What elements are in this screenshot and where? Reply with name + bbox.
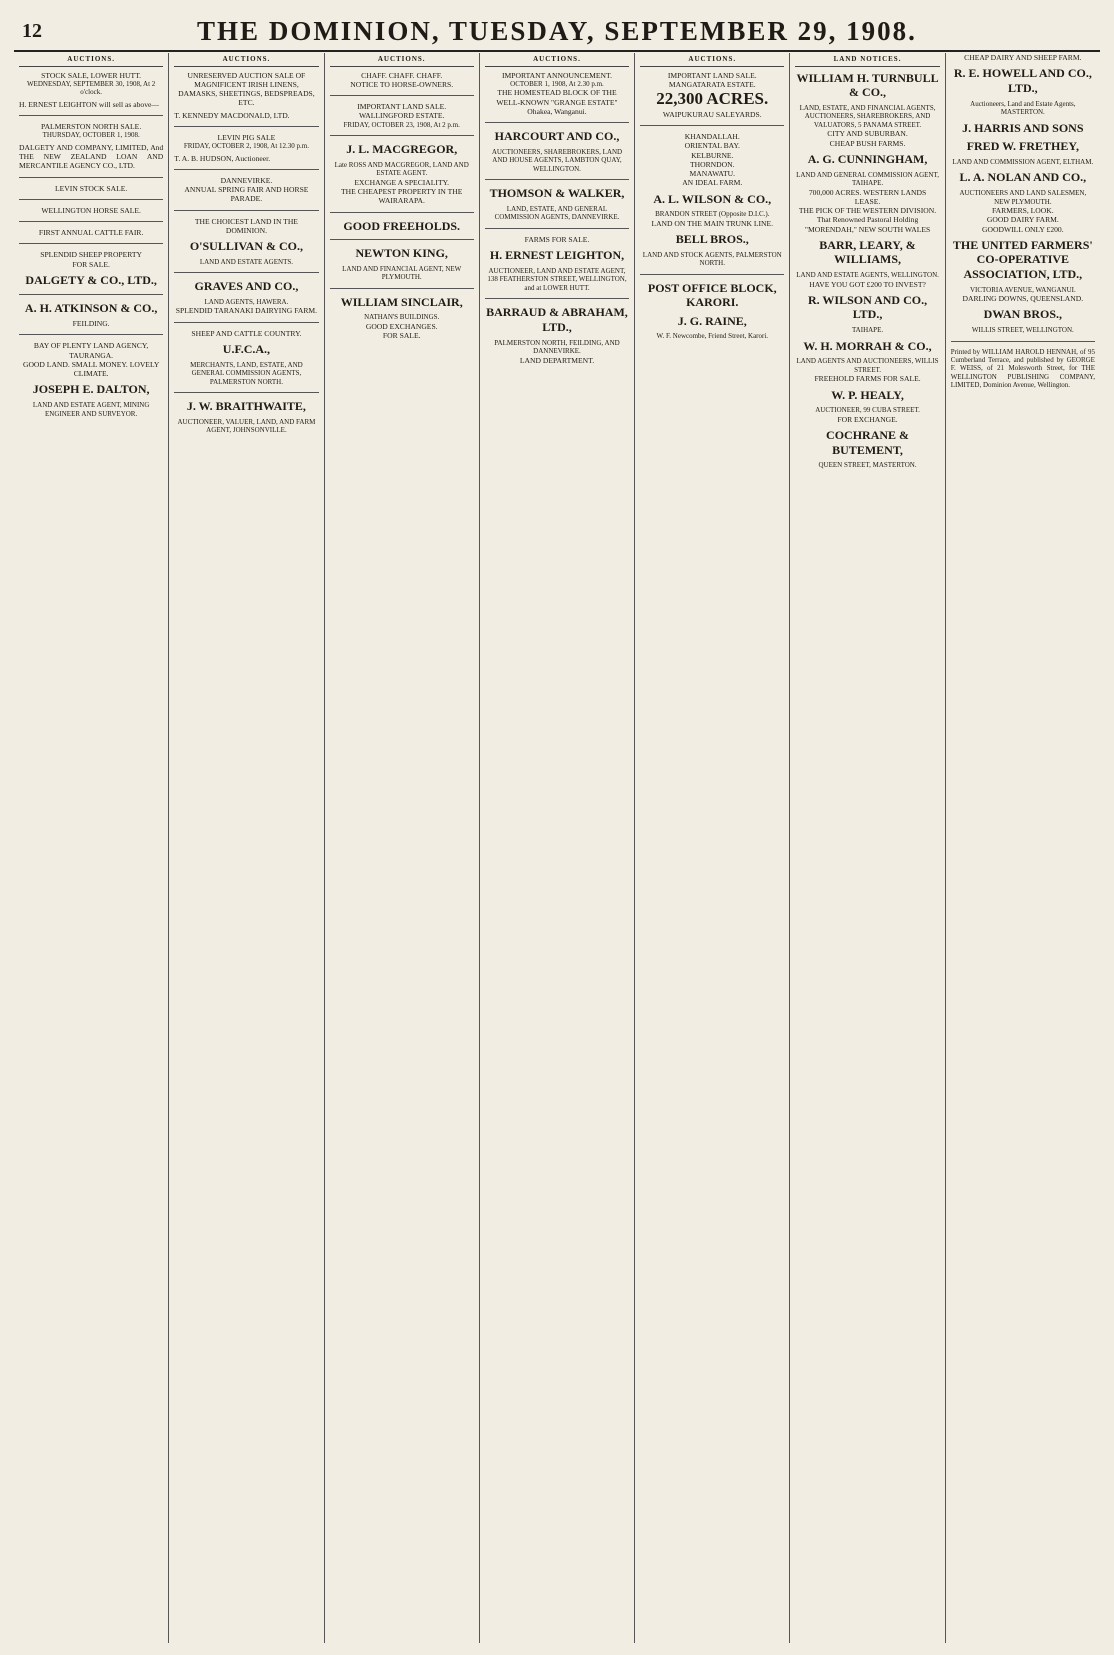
bell-subtitle: LAND AND STOCK AGENTS, PALMERSTON NORTH. bbox=[642, 250, 782, 268]
osullivan-subtitle: LAND AND ESTATE AGENTS. bbox=[199, 257, 293, 266]
wilson-name: A. L. WILSON & CO., bbox=[653, 191, 772, 206]
manawatu-heading: MANAWATU. bbox=[689, 169, 736, 179]
city-heading: CITY AND SUBURBAN. bbox=[827, 129, 908, 139]
important-land-heading: IMPORTANT LAND SALE. bbox=[357, 102, 447, 112]
dalton-name: JOSEPH E. DALTON, bbox=[32, 382, 150, 397]
printer-imprint: Printed by WILLIAM HAROLD HENNAH, of 95 Cumberland Terrace, and published by GEORGE F. WEISS, of 21 Molesworth Street, for THE WELLINGTON PUBLISHING COMPANY, LIMITED, Dominion Avenue, Wellington. bbox=[950, 347, 1095, 390]
good-land-line: GOOD LAND. SMALL MONEY. LOVELY CLIMATE. bbox=[22, 359, 160, 379]
ufca-subtitle: MERCHANTS, LAND, ESTATE, AND GENERAL COMMISSION AGENTS, PALMERSTON NORTH. bbox=[190, 360, 303, 386]
masthead bbox=[14, 14, 1100, 52]
ideal-farm-heading: AN IDEAL FARM. bbox=[682, 178, 743, 188]
unreserved-heading: UNRESERVED AUCTION SALE OF MAGNIFICENT IRISH LINENS, DAMASKS, SHEETINGS, BEDSPREADS, ETC. bbox=[178, 70, 315, 108]
harcourt-subtitle: AUCTIONEERS, SHAREBROKERS, LAND AND HOUSE AGENTS, LAMBTON QUAY, WELLINGTON. bbox=[491, 147, 623, 173]
important-land-heading: IMPORTANT LAND SALE. bbox=[667, 70, 757, 80]
pick-heading: THE PICK OF THE WESTERN DIVISION. bbox=[798, 206, 937, 216]
column-heading: AUCTIONS. bbox=[640, 53, 784, 67]
united-farmers-name: THE UNITED FARMERS' CO-OPERATIVE ASSOCIATION, LTD., bbox=[952, 237, 1093, 282]
raine-name: J. G. RAINE, bbox=[677, 313, 747, 328]
post-office-heading: POST OFFICE BLOCK, KARORI. bbox=[647, 280, 777, 310]
good-dairy-heading: GOOD DAIRY FARM. bbox=[986, 215, 1059, 225]
column-2 bbox=[169, 53, 324, 1643]
exchange-heading: EXCHANGE A SPECIALITY. bbox=[354, 177, 449, 187]
sinclair-subtitle: NATHAN'S BUILDINGS. bbox=[364, 313, 440, 322]
healy-name: W. P. HEALY, bbox=[831, 387, 904, 402]
palmerston-heading: PALMERSTON NORTH SALE. bbox=[41, 122, 142, 132]
invest-heading: HAVE YOU GOT £200 TO INVEST? bbox=[809, 279, 926, 289]
barraud-name: BARRAUD & ABRAHAM, LTD., bbox=[486, 305, 628, 335]
column-heading: AUCTIONS. bbox=[19, 53, 163, 67]
mangatarata-heading: MANGATARATA ESTATE. bbox=[668, 79, 756, 89]
cheap-dairy-heading: CHEAP DAIRY AND SHEEP FARM. bbox=[964, 53, 1082, 62]
united-farmers-subtitle: VICTORIA AVENUE, WANGANUI. bbox=[969, 285, 1076, 294]
plenty-heading: BAY OF PLENTY LAND AGENCY, TAURANGA. bbox=[33, 341, 149, 360]
dannevirke-heading: DANNEVIRKE. bbox=[220, 175, 273, 185]
good-exchanges-heading: GOOD EXCHANGES. bbox=[365, 321, 438, 331]
homestead-heading: THE HOMESTEAD BLOCK OF THE WELL-KNOWN "GRANGE ESTATE" Ohakea, Wanganui. bbox=[496, 88, 618, 116]
farmers-look-heading: FARMERS, LOOK. bbox=[991, 206, 1054, 216]
leighton-notice: H. ERNEST LEIGHTON will sell as above— bbox=[19, 99, 159, 109]
stock-sale-date: WEDNESDAY, SEPTEMBER 30, 1908, At 2 o'clock. bbox=[26, 79, 156, 97]
macgregor-subtitle: Late ROSS AND MACGREGOR, LAND AND ESTATE AGENT. bbox=[334, 160, 469, 178]
graves-subtitle: LAND AGENTS, HAWERA. bbox=[204, 297, 289, 306]
land-department-heading: LAND DEPARTMENT. bbox=[519, 355, 595, 365]
palmerston-date: THURSDAY, OCTOBER 1, 1908. bbox=[42, 131, 140, 140]
wallingford-date: FRIDAY, OCTOBER 23, 1908, At 2 p.m. bbox=[343, 120, 460, 129]
columns bbox=[14, 53, 1100, 1643]
osullivan-name: O'SULLIVAN & CO., bbox=[189, 239, 303, 254]
barr-name: BARR, LEARY, & WILLIAMS, bbox=[819, 237, 916, 267]
waipukurau-heading: WAIPUKURAU SALEYARDS. bbox=[662, 109, 762, 119]
good-freeholds-heading: GOOD FREEHOLDS. bbox=[343, 218, 461, 233]
levin-pig-heading: LEVIN PIG SALE bbox=[217, 132, 276, 142]
cochrane-name: COCHRANE & BUTEMENT, bbox=[826, 427, 910, 457]
newton-name: NEWTON KING, bbox=[355, 246, 448, 261]
goodwill-heading: GOODWILL ONLY £200. bbox=[982, 224, 1064, 234]
trunk-line-heading: LAND ON THE MAIN TRUNK LINE. bbox=[651, 218, 774, 228]
dalgety-co-name: DALGETY & CO., LTD., bbox=[25, 272, 157, 287]
harris-name: J. HARRIS AND SONS bbox=[962, 120, 1084, 135]
leighton2-name: H. ERNEST LEIGHTON, bbox=[489, 248, 625, 263]
page-number: 12 bbox=[22, 20, 42, 42]
dalgety-notice: DALGETY AND COMPANY, LIMITED, And THE NEW ZEALAND LOAN AND MERCANTILE AGENCY CO., LTD. bbox=[19, 142, 164, 171]
healy-subtitle: AUCTIONEER, 99 CUBA STREET. bbox=[815, 406, 920, 415]
announcement-heading: IMPORTANT ANNOUNCEMENT. bbox=[501, 70, 612, 80]
cheap-bush-heading: CHEAP BUSH FARMS. bbox=[829, 138, 906, 148]
column-4 bbox=[480, 53, 635, 1643]
bell-name: BELL BROS., bbox=[675, 231, 749, 246]
morendah-heading: That Renowned Pastoral Holding "MORENDAH," NEW SOUTH WALES bbox=[804, 215, 931, 234]
barr-subtitle: LAND AND ESTATE AGENTS, WELLINGTON. bbox=[796, 271, 939, 280]
for-sale-heading: FOR SALE. bbox=[72, 259, 110, 269]
exchange-heading: FOR EXCHANGE. bbox=[837, 414, 898, 424]
morrah-subtitle: LAND AGENTS AND AUCTIONEERS, WILLIS STREET. bbox=[796, 357, 939, 374]
levin-heading: LEVIN STOCK SALE. bbox=[55, 183, 128, 193]
atkinson-name: A. H. ATKINSON & CO., bbox=[24, 300, 158, 315]
western-heading: 700,000 ACRES. WESTERN LANDS LEASE. bbox=[808, 187, 927, 206]
turnbull-name: WILLIAM H. TURNBULL & CO., bbox=[796, 70, 939, 100]
nolan-name: L. A. NOLAN AND CO., bbox=[959, 170, 1087, 185]
graves-name: GRAVES AND CO., bbox=[194, 279, 299, 294]
stock-sale-heading: STOCK SALE, LOWER HUTT. bbox=[41, 70, 142, 80]
turnbull-subtitle: LAND, ESTATE, AND FINANCIAL AGENTS, AUCTIONEERS, SHAREBROKERS, AND VALUATORS, 5 PANAMA STREET. bbox=[799, 103, 936, 129]
farms-heading: FARMS FOR SALE. bbox=[524, 234, 590, 244]
thomson-name: THOMSON & WALKER, bbox=[489, 186, 625, 201]
horseowners-heading: NOTICE TO HORSE-OWNERS. bbox=[350, 79, 454, 89]
macgregor-name: J. L. MACGREGOR, bbox=[346, 142, 458, 157]
wilson-subtitle: BRANDON STREET (Opposite D.I.C.). bbox=[655, 210, 770, 219]
kennedy-notice: T. KENNEDY MACDONALD, LTD. bbox=[174, 110, 290, 120]
barraud-subtitle: PALMERSTON NORTH, FEILDING, AND DANNEVIRKE. bbox=[494, 338, 620, 356]
choicest-heading: THE CHOICEST LAND IN THE DOMINION. bbox=[194, 216, 298, 235]
frethey-subtitle: LAND AND COMMISSION AGENT, ELTHAM. bbox=[952, 157, 1094, 166]
kelburne-heading: KELBURNE. bbox=[691, 150, 734, 160]
wellington-horse-heading: WELLINGTON HORSE SALE. bbox=[41, 205, 141, 215]
harcourt-name: HARCOURT AND CO., bbox=[494, 129, 620, 144]
for-sale-heading: FOR SALE. bbox=[382, 331, 421, 341]
cattle-fair-heading: FIRST ANNUAL CATTLE FAIR. bbox=[38, 228, 144, 238]
sheep-cattle-heading: SHEEP AND CATTLE COUNTRY. bbox=[191, 328, 302, 338]
cochrane-subtitle: QUEEN STREET, MASTERTON. bbox=[818, 461, 917, 470]
column-3 bbox=[325, 53, 480, 1643]
column-heading: AUCTIONS. bbox=[485, 53, 629, 67]
column-heading: AUCTIONS. bbox=[330, 53, 474, 67]
thorndon-heading: THORNDON. bbox=[690, 159, 735, 169]
leighton2-subtitle: AUCTIONEER, LAND AND ESTATE AGENT, 138 FEATHERSTON STREET, WELLINGTON, and at LOWER HUTT. bbox=[487, 266, 627, 292]
ufca-name: U.F.C.A., bbox=[222, 341, 271, 356]
darling-downs-heading: DARLING DOWNS, QUEENSLAND. bbox=[962, 294, 1084, 304]
cunningham-subtitle: LAND AND GENERAL COMMISSION AGENT, TAIHAPE. bbox=[796, 170, 939, 188]
thomson-subtitle: LAND, ESTATE, AND GENERAL COMMISSION AGENTS, DANNEVIRKE. bbox=[494, 204, 620, 222]
levin-pig-date: FRIDAY, OCTOBER 2, 1908, At 12.30 p.m. bbox=[183, 142, 309, 151]
splendid-heading: SPLENDID SHEEP PROPERTY bbox=[40, 250, 143, 260]
column-5 bbox=[635, 53, 790, 1643]
morrah-name: W. H. MORRAH & CO., bbox=[803, 338, 932, 353]
column-6 bbox=[790, 53, 945, 1643]
frethey-name: FRED W. FRETHEY, bbox=[966, 139, 1079, 154]
braithwaite-name: J. W. BRAITHWAITE, bbox=[186, 399, 306, 414]
raine-subtitle: W. F. Newcombe, Friend Street, Karori. bbox=[656, 332, 769, 341]
oriental-heading: ORIENTAL BAY. bbox=[684, 141, 740, 151]
wallingford-heading: WALLINGFORD ESTATE. bbox=[358, 111, 445, 121]
newton-subtitle: LAND AND FINANCIAL AGENT, NEW PLYMOUTH. bbox=[342, 264, 462, 282]
sinclair-name: WILLIAM SINCLAIR, bbox=[340, 294, 463, 309]
howell-name: R. E. HOWELL AND CO., LTD., bbox=[953, 66, 1092, 95]
dwan-name: DWAN BROS., bbox=[983, 307, 1062, 322]
column-heading: AUCTIONS. bbox=[174, 53, 318, 67]
wilson-ltd-name: R. WILSON AND CO., LTD., bbox=[807, 292, 928, 322]
khandallah-heading: KHANDALLAH. bbox=[684, 132, 740, 142]
acres-heading: 22,300 ACRES. bbox=[656, 89, 769, 109]
dalton-subtitle: LAND AND ESTATE AGENT, MINING ENGINEER AND SURVEYOR. bbox=[32, 401, 150, 418]
freehold-heading: FREEHOLD FARMS FOR SALE. bbox=[814, 374, 921, 384]
braithwaite-subtitle: AUCTIONEER, VALUER, LAND, AND FARM AGENT, JOHNSONVILLE. bbox=[177, 417, 316, 435]
cheapest-heading: THE CHEAPEST PROPERTY IN THE WAIRARAPA. bbox=[341, 187, 463, 206]
howell-subtitle: Auctioneers, Land and Estate Agents, MASTERTON. bbox=[970, 99, 1076, 117]
column-heading: LAND NOTICES. bbox=[795, 53, 939, 67]
column-1 bbox=[14, 53, 169, 1643]
newspaper-title: THE DOMINION, TUESDAY, SEPTEMBER 29, 1908. bbox=[197, 16, 917, 46]
column-7 bbox=[946, 53, 1100, 1643]
annual-fair: ANNUAL SPRING FAIR AND HORSE PARADE. bbox=[184, 185, 309, 204]
hudson-notice: T. A. B. HUDSON, Auctioneer. bbox=[174, 153, 271, 163]
cunningham-name: A. G. CUNNINGHAM, bbox=[807, 151, 928, 166]
nolan-subtitle: AUCTIONEERS AND LAND SALESMEN, NEW PLYMOUTH. bbox=[959, 188, 1087, 206]
feilding-place: FEILDING. bbox=[72, 319, 110, 329]
dwan-subtitle: WILLIS STREET, WELLINGTON. bbox=[971, 326, 1074, 335]
chaff-heading: CHAFF. CHAFF. CHAFF. bbox=[361, 70, 443, 80]
wilson-ltd-subtitle: TAIHAPE. bbox=[851, 326, 884, 335]
announcement-date: OCTOBER 1, 1908, At 2.30 p.m. bbox=[510, 79, 604, 88]
taranaki-heading: SPLENDID TARANAKI DAIRYING FARM. bbox=[175, 306, 318, 316]
